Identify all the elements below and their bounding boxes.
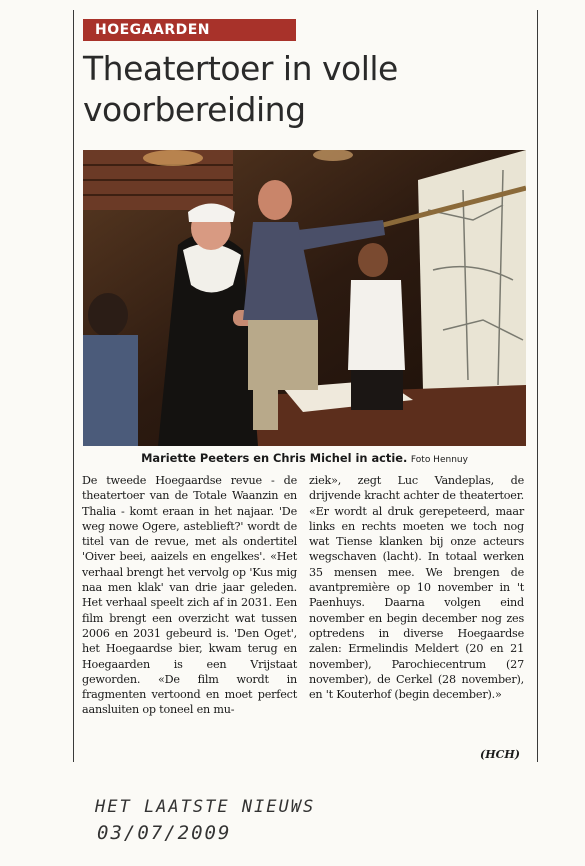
- article-column-2: [309, 473, 524, 702]
- article-text-col2: ziek», zegt Luc Vandeplas, de drijvende kracht achter de theatertoer. «Er wordt al druk gerepeteerd, maar links en rechts moeten we toch nog wat Tiense klanken bij onze acteurs wegschaven (lacht). In totaal werken 35 mensen mee. We brengen de avantpremière op 10 november in 't Paenhuys. Daarna volgen eind november en begin december nog zes optredens in diverse Hoegaardse zalen: Ermelindis Meldert (20 en 21 november), Parochiecentrum (27 november), de Cerkel (28 november), en 't Kouterhof (begin december).»: [309, 474, 524, 702]
- handwritten-date: 03/07/2009: [97, 822, 232, 844]
- caption-text: Mariette Peeters en Chris Michel in actie.: [141, 451, 408, 465]
- section-label: HOEGAARDEN: [83, 19, 296, 41]
- article-column-1: [82, 473, 297, 718]
- author-signature: (HCH): [480, 748, 520, 761]
- photo-caption: [83, 450, 526, 468]
- article-photo: [83, 150, 526, 446]
- headline: Theatertoer in volle voorbereiding: [83, 49, 398, 129]
- article-text-col1: De tweede Hoegaardse revue - de theatertoer van de Totale Waanzin en Thalia - komt eraan in het najaar. 'De weg nowe Ogere, asteblieft?' wordt de titel van de revue, met als ondertitel 'Oiver beei, aaizels en engelkes'. «Het verhaal brengt het vervolg op 'Kus mig naa men klak' van drie jaar geleden. Het verhaal speelt zich af in 2031. Een film brengt een overzicht wat tussen 2006 en 2031 gebeurd is. 'Den Oget', het Hoegaardse bier, kwam terug en Hoegaarden is een Vrijstaat geworden. «De film wordt in fragmenten vertoond en moet perfect aansluiten op toneel en mu-: [82, 474, 297, 717]
- left-column-rule: [73, 10, 74, 762]
- photo-credit: Foto Hennuy: [410, 455, 468, 465]
- right-column-rule: [537, 10, 538, 762]
- handwritten-source: HET LAATSTE NIEUWS: [95, 797, 316, 817]
